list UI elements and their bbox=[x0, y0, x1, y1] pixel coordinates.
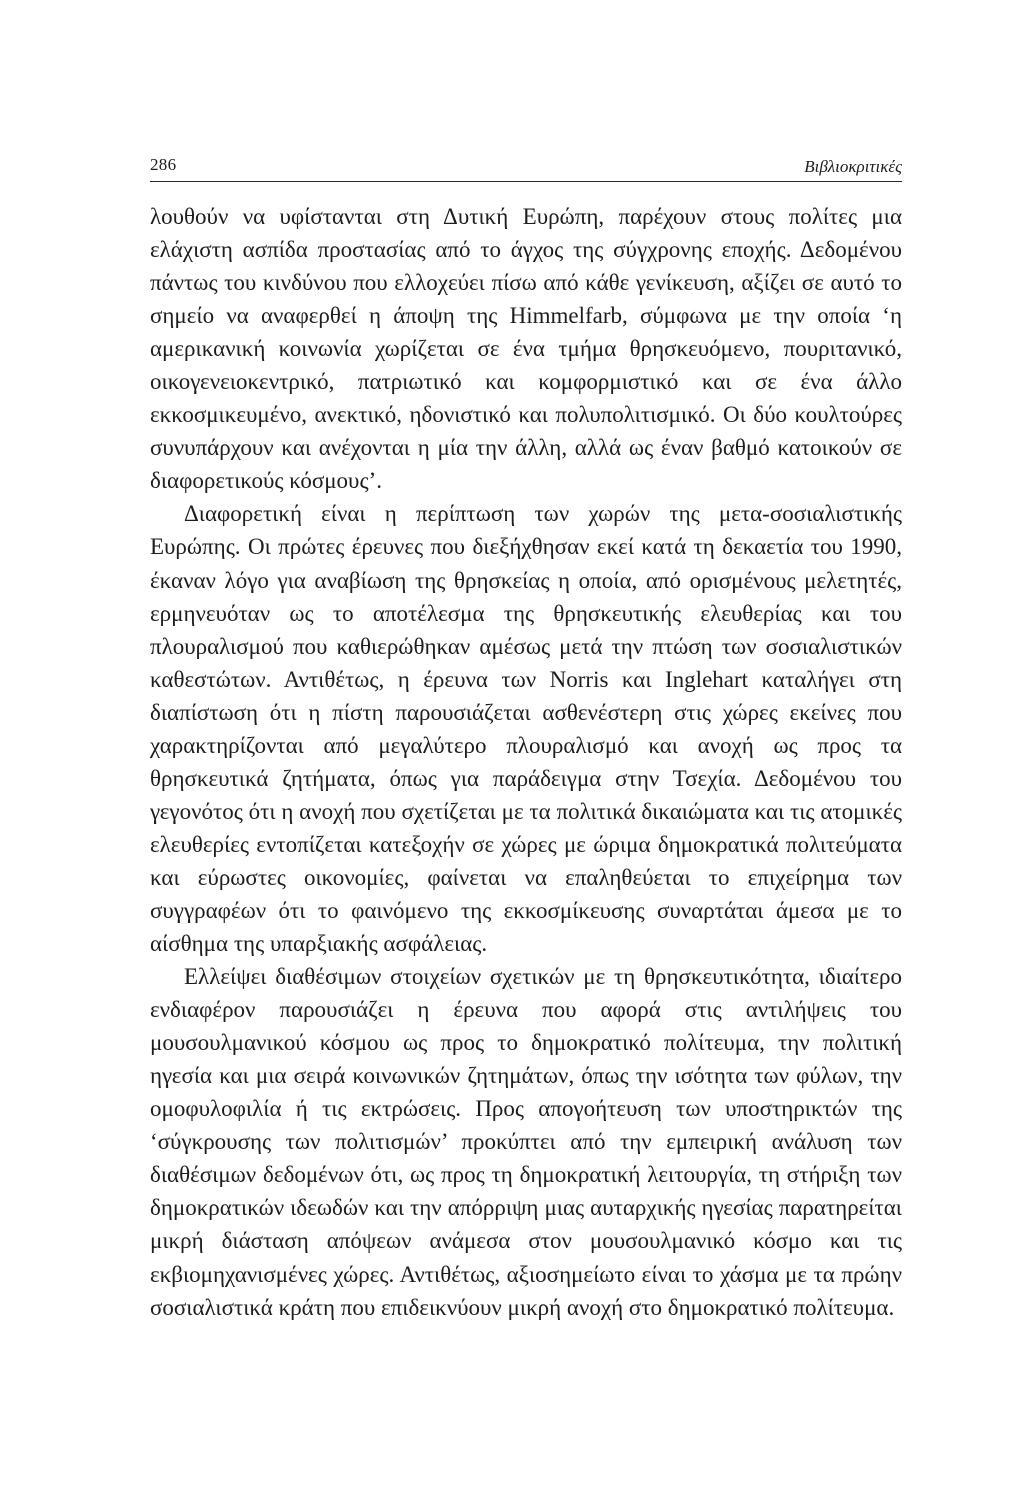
page-header bbox=[150, 155, 902, 183]
running-title: Βιβλιοκριτικές bbox=[804, 157, 902, 176]
page-number: 286 bbox=[150, 155, 177, 174]
paragraph-post-socialist-europe: Διαφορετική είναι η περίπτωση των χωρών της μετα-σοσιαλιστικής Ευρώπης. Οι πρώτες έρευνες που διεξήχθησαν εκεί κατά τη δεκαετία του 1990, έκαναν λόγο για αναβίωση της θρησκείας η οποία, από ορισμένους μελετητές, ερμηνευόταν ως το αποτέλεσμα της θρησκευτικής ελευθερίας και του πλουραλισμού που καθιερώθηκαν αμέσως μετά την πτώση των σοσιαλιστικών καθεστώτων. Αντιθέτως, η έρευνα των Norris και Inglehart καταλήγει στη διαπίστωση ότι η πίστη παρουσιάζεται ασθενέστερη στις χώρες εκείνες που χαρακτηρίζονται από μεγαλύτερο πλουραλισμό και ανοχή ως προς τα θρησκευτικά ζητήματα, όπως για παράδειγμα στην Τσεχία. Δεδομένου του γεγονότος ότι η ανοχή που σχετίζεται με τα πολιτικά δικαιώματα και τις ατομικές ελευθερίες εντοπίζεται κατεξοχήν σε χώρες με ώριμα δημοκρατικά πολιτεύματα και εύρωστες οικονομίες, φαίνεται να επαληθεύεται το επιχείρημα των συγγραφέων ότι το φαινόμενο της εκκοσμίκευσης συναρτάται άμεσα με το αίσθημα της υπαρξιακής ασφάλειας. bbox=[150, 501, 902, 957]
paragraph-continuation: λουθούν να υφίστανται στη Δυτική Ευρώπη, παρέχουν στους πολίτες μια ελάχιστη ασπίδα προστασίας από το άγχος της σύγχρονης εποχής. Δεδομένου πάντως του κινδύνου που ελλοχεύει πίσω από κάθε γενίκευση, αξίζει σε αυτό το σημείο να αναφερθεί η άποψη της Himmelfarb, σύμφωνα με την οποία ‘η αμερικανική κοινωνία χωρίζεται σε ένα τμήμα θρησκευόμενο, πουριτανικό, οικογενειοκεντρικό, πατριωτικό και κομφορμιστικό και σε ένα άλλο εκκοσμικευμένο, ανεκτικό, ηδονιστικό και πολυπολιτισμικό. Οι δύο κουλτούρες συνυπάρχουν και ανέχονται η μία την άλλη, αλλά ως έναν βαθμό κατοικούν σε διαφορετικούς κόσμους’. bbox=[150, 204, 902, 494]
header-rule bbox=[150, 181, 902, 182]
body-text bbox=[150, 200, 902, 1324]
paragraph-muslim-world: Ελλείψει διαθέσιμων στοιχείων σχετικών με τη θρησκευτικότητα, ιδιαίτερο ενδιαφέρον παρουσιάζει η έρευνα που αφορά στις αντιλήψεις του μουσουλμανικού κόσμου ως προς το δημοκρατικό πολίτευμα, την πολιτική ηγεσία και μια σειρά κοινωνικών ζητημάτων, όπως την ισότητα των φύλων, την ομοφυλοφιλία ή τις εκτρώσεις. Προς απογοήτευση των υποστηρικτών της ‘σύγκρουσης των πολιτισμών’ προκύπτει από την εμπειρική ανάλυση των διαθέσιμων δεδομένων ότι, ως προς τη δημοκρατική λειτουργία, τη στήριξη των δημοκρατικών ιδεωδών και την απόρριψη μιας αυταρχικής ηγεσίας παρατηρείται μικρή διάσταση απόψεων ανάμεσα στον μουσουλμανικό κόσμο και τις εκβιομηχανισμένες χώρες. Αντιθέτως, αξιοσημείωτο είναι το χάσμα με τα πρώην σοσιαλιστικά κράτη που επιδεικνύουν μικρή ανοχή στο δημοκρατικό πολίτευμα. bbox=[150, 964, 902, 1320]
